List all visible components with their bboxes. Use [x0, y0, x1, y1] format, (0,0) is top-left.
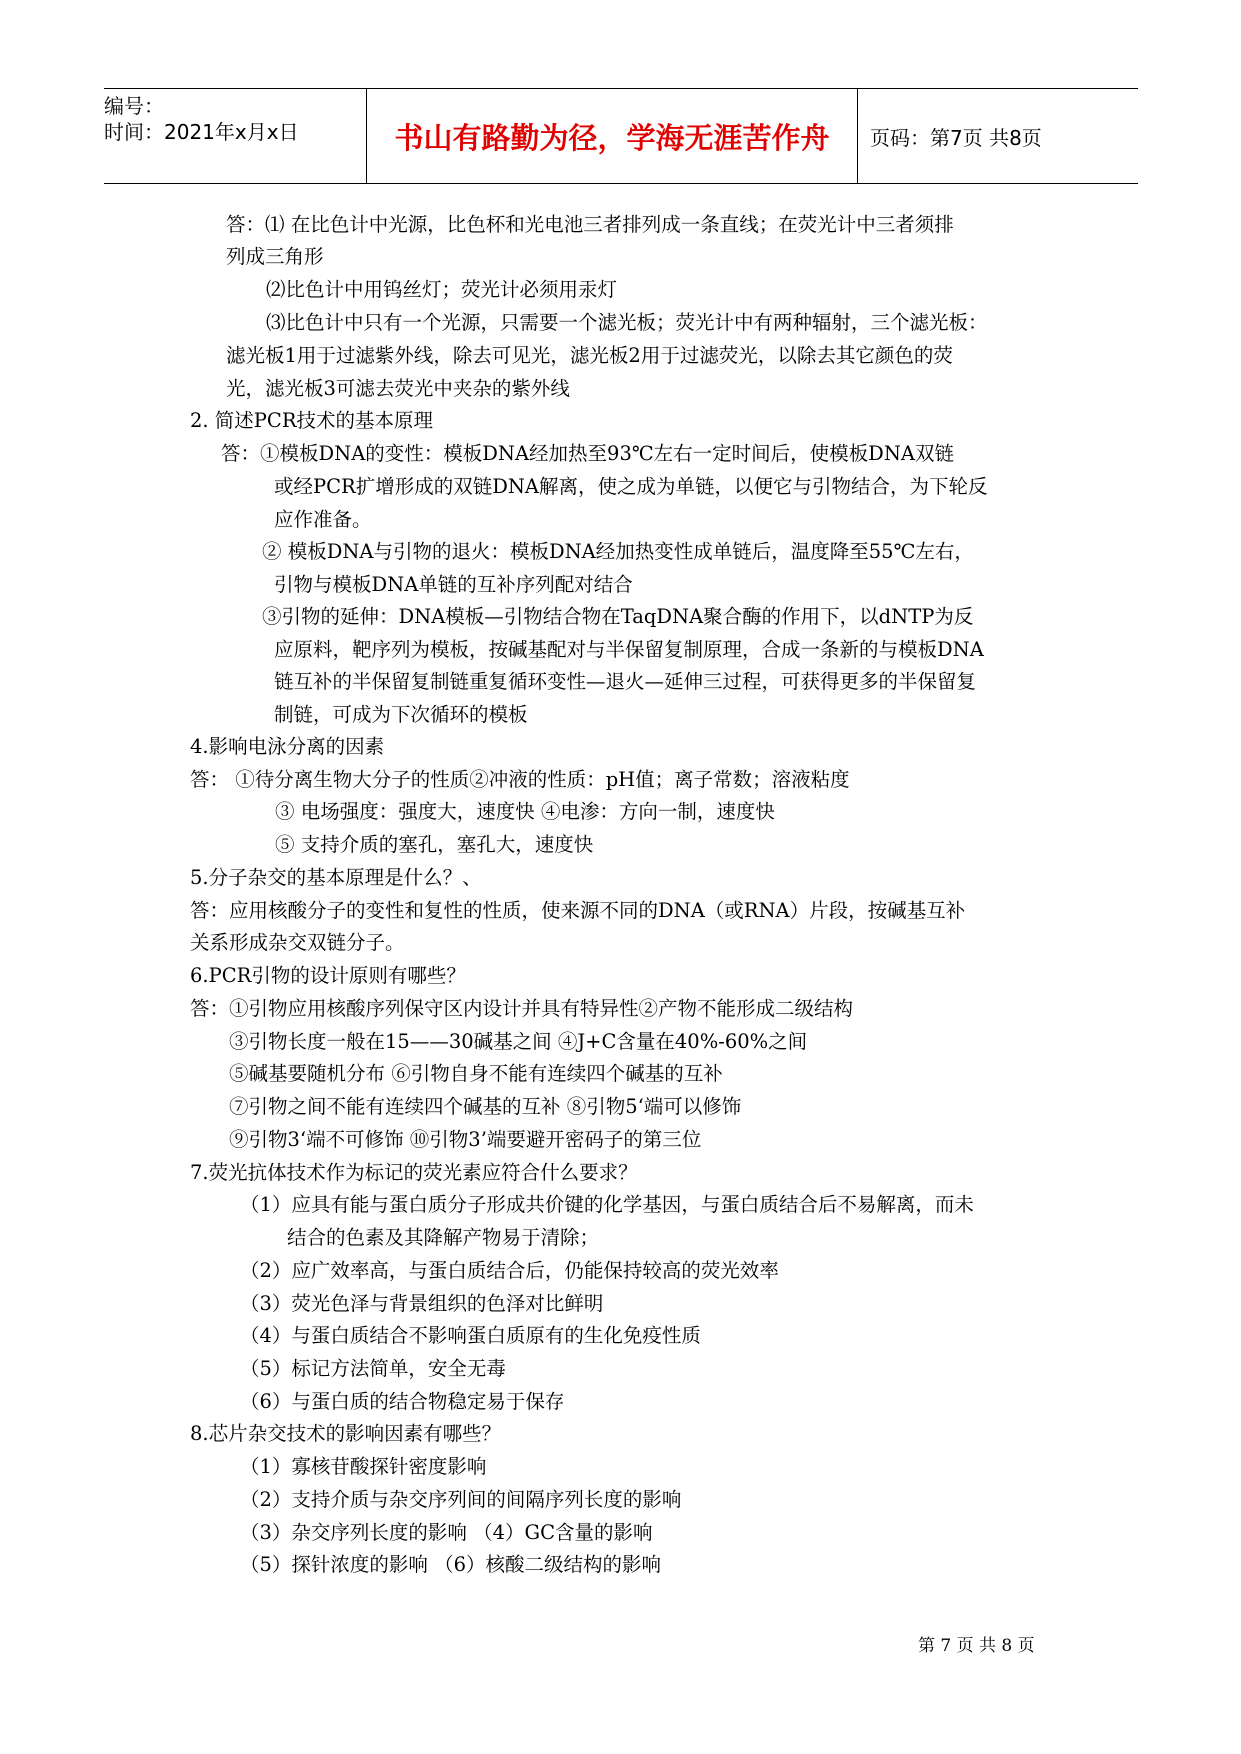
text-line: 光，滤光板3可滤去荧光中夹杂的紫外线 — [226, 377, 570, 400]
text-line: 答：⑴ 在比色计中光源，比色杯和光电池三者排列成一条直线；在荧光计中三者须排 — [226, 213, 954, 236]
text-line: （6）与蛋白质的结合物稳定易于保存 — [240, 1390, 565, 1413]
text-line: ⑤碱基要随机分布 ⑥引物自身不能有连续四个碱基的互补 — [229, 1062, 723, 1085]
header-motto: 书山有路勤为径，学海无涯苦作舟 — [367, 89, 858, 183]
question-heading: 4.影响电泳分离的因素 — [190, 735, 385, 758]
text-line: （2）应广效率高，与蛋白质结合后，仍能保持较高的荧光效率 — [240, 1259, 779, 1282]
text-line: 列成三角形 — [226, 245, 324, 268]
question-heading: 6.PCR引物的设计原则有哪些？ — [190, 964, 466, 987]
text-line: 滤光板1用于过滤紫外线，除去可见光，滤光板2用于过滤荧光，以除去其它颜色的荧 — [226, 344, 953, 367]
text-line: （5）探针浓度的影响 （6）核酸二级结构的影响 — [240, 1553, 662, 1576]
text-line: 制链，可成为下次循环的模板 — [274, 703, 528, 726]
question-heading: 8.芯片杂交技术的影响因素有哪些？ — [190, 1422, 502, 1445]
text-line: ③引物的延伸：DNA模板—引物结合物在TaqDNA聚合酶的作用下，以dNTP为反 — [262, 605, 974, 628]
text-line: ③ 电场强度：强度大，速度快 ④电渗：方向一制，速度快 — [275, 800, 775, 823]
doc-time-label: 时间：2021年x月x日 — [104, 120, 299, 144]
text-line: ⑶比色计中只有一个光源，只需要一个滤光板；荧光计中有两种辐射，三个滤光板： — [266, 311, 988, 334]
text-line: 引物与模板DNA单链的互补序列配对结合 — [274, 573, 633, 596]
text-line: 或经PCR扩增形成的双链DNA解离，使之成为单链，以便它与引物结合，为下轮反 — [274, 475, 988, 498]
text-line: 链互补的半保留复制链重复循环变性—退火—延伸三过程，可获得更多的半保留复 — [274, 670, 977, 693]
page-footer: 第 7 页 共 8 页 — [918, 1636, 1035, 1656]
page-header — [104, 88, 1138, 184]
text-line: 关系形成杂交双链分子。 — [190, 931, 405, 954]
text-line: 答：①模板DNA的变性：模板DNA经加热至93℃左右一定时间后，使模板DNA双链 — [221, 442, 954, 465]
text-line: ③引物长度一般在15——30碱基之间 ④J+C含量在40%-60%之间 — [229, 1030, 808, 1053]
text-line: 答： ①待分离生物大分子的性质②冲液的性质：pH值；离子常数；溶液粘度 — [190, 768, 850, 791]
question-heading: 7.荧光抗体技术作为标记的荧光素应符合什么要求？ — [190, 1161, 638, 1184]
text-line: 应作准备。 — [274, 508, 372, 531]
text-line: 答：①引物应用核酸序列保守区内设计并具有特异性②产物不能形成二级结构 — [190, 997, 854, 1020]
text-line: 应原料，靶序列为模板，按碱基配对与半保留复制原理，合成一条新的与模板DNA — [274, 638, 984, 661]
text-line: （2）支持介质与杂交序列间的间隔序列长度的影响 — [240, 1488, 682, 1511]
text-line: （5）标记方法简单，安全无毒 — [240, 1357, 506, 1380]
text-line: ⑨引物3‘端不可修饰 ⑩引物3’端要避开密码子的第三位 — [229, 1128, 702, 1151]
text-line: （1）应具有能与蛋白质分子形成共价键的化学基因，与蛋白质结合后不易解离，而未 — [240, 1193, 974, 1216]
text-line: 答：应用核酸分子的变性和复性的性质，使来源不同的DNA（或RNA）片段，按碱基互补 — [190, 899, 966, 922]
doc-number-label: 编号： — [104, 94, 164, 118]
text-line: ⑵比色计中用钨丝灯；荧光计必须用汞灯 — [266, 278, 618, 301]
text-line: ② 模板DNA与引物的退火：模板DNA经加热变性成单链后，温度降至55℃左右， — [262, 540, 974, 563]
text-line: （4）与蛋白质结合不影响蛋白质原有的生化免疫性质 — [240, 1324, 701, 1347]
text-line: 结合的色素及其降解产物易于清除； — [287, 1226, 600, 1249]
text-line: （3）荧光色泽与背景组织的色泽对比鲜明 — [240, 1292, 604, 1315]
text-line: ⑤ 支持介质的塞孔，塞孔大，速度快 — [275, 833, 594, 856]
text-line: ⑦引物之间不能有连续四个碱基的互补 ⑧引物5‘端可以修饰 — [229, 1095, 742, 1118]
text-line: （1）寡核苷酸探针密度影响 — [240, 1455, 487, 1478]
header-page-label: 页码：第7页 共8页 — [870, 125, 1042, 150]
header-meta — [104, 89, 367, 183]
text-line: （3）杂交序列长度的影响 （4）GC含量的影响 — [240, 1521, 653, 1544]
question-heading: 2. 简述PCR技术的基本原理 — [190, 409, 434, 432]
question-heading: 5.分子杂交的基本原理是什么？、 — [190, 866, 482, 889]
